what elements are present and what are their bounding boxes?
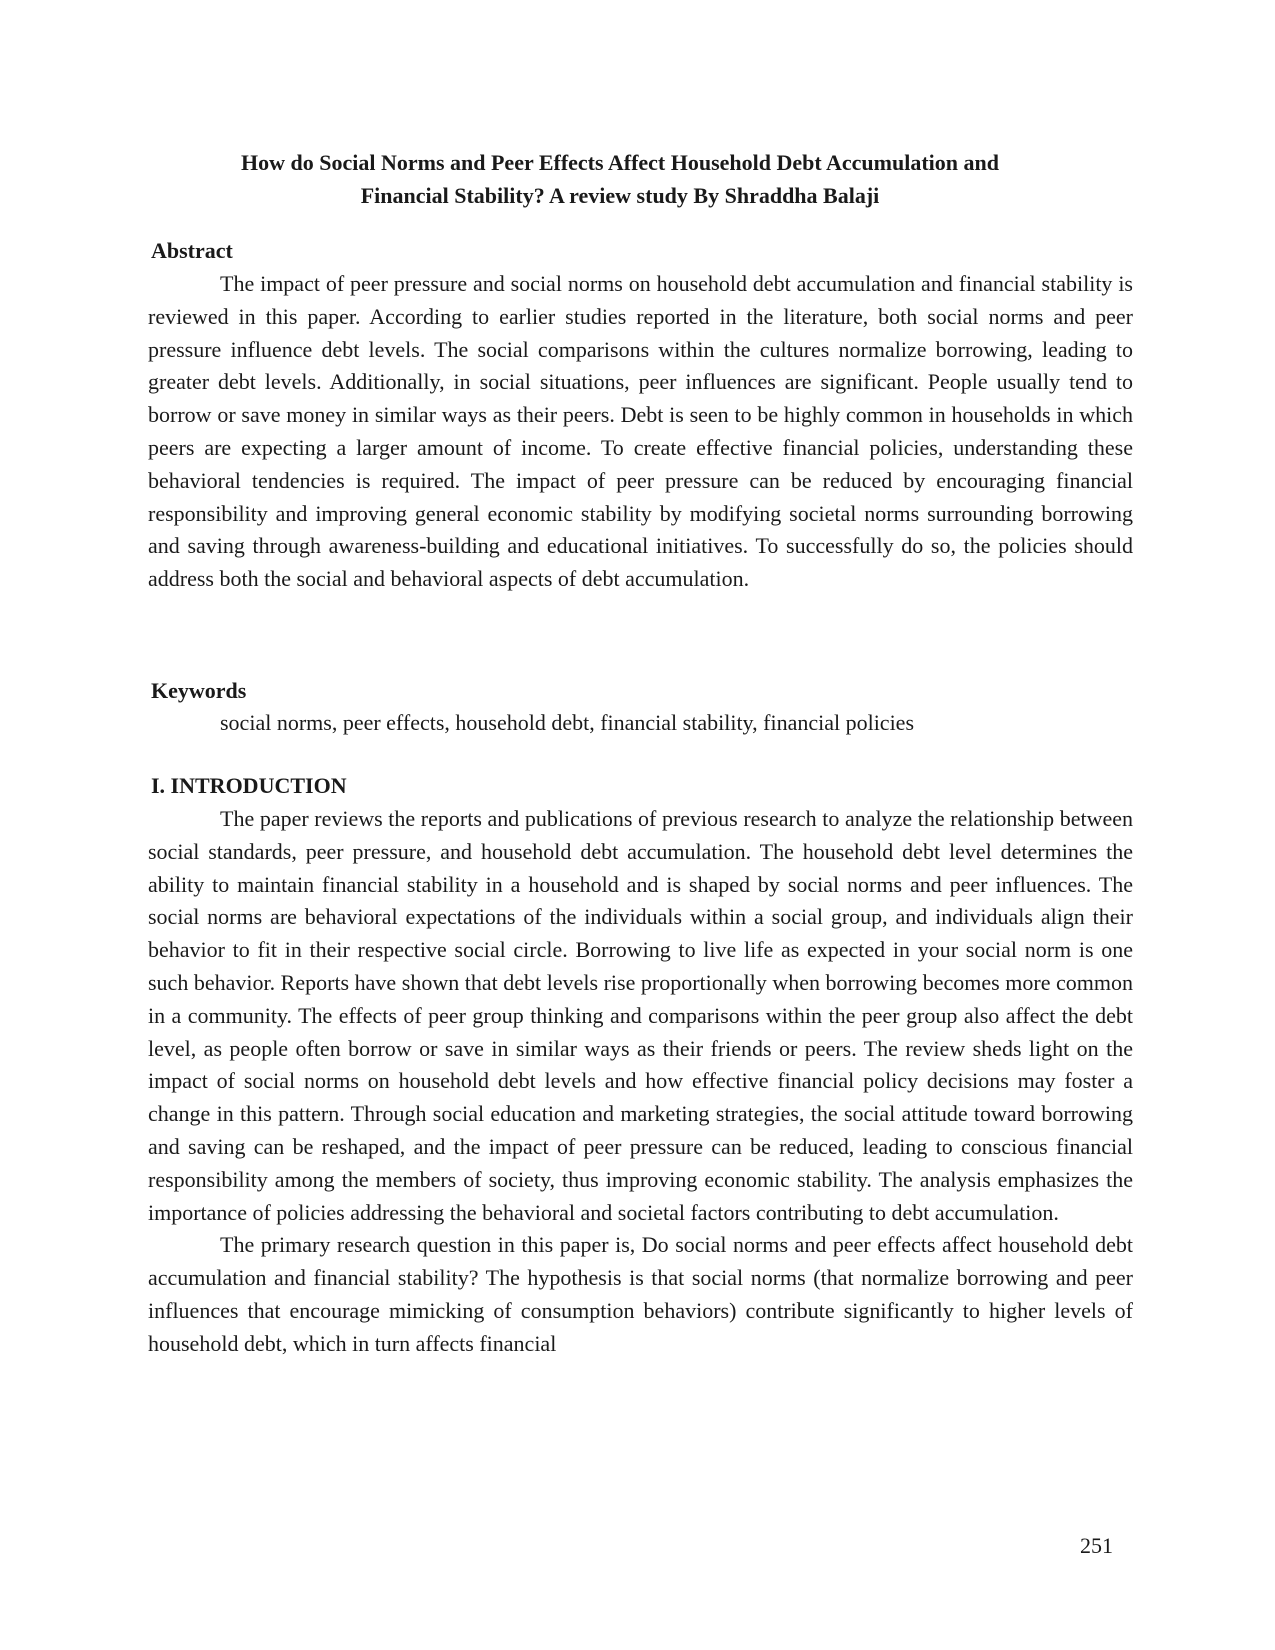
introduction-heading: I. INTRODUCTION [151,773,347,798]
introduction-paragraph-1: The paper reviews the reports and publications of previous research to analyze the relationship between social standards, peer pressure, and household debt accumulation. The household debt level determines the ability to maintain financial stability in a household and is shaped by social norms and peer influences. The social norms are behavioral expectations of the individuals within a social group, and individuals align their behavior to fit in their respective social circle. Borrowing to live life as expected in your social norm is one such behavior. Reports have shown that debt levels rise proportionally when borrowing becomes more common in a community. The effects of peer group thinking and comparisons within the peer group also affect the debt level, as people often borrow or save in similar ways as their friends or peers. The review sheds light on the impact of social norms on household debt levels and how effective financial policy decisions may foster a change in this pattern. Through social education and marketing strategies, the social attitude toward borrowing and saving can be reshaped, and the impact of peer pressure can be reduced, leading to conscious financial responsibility among the members of society, thus improving economic stability. The analysis emphasizes the importance of policies addressing the behavioral and societal factors contributing to debt accumulation. [148,806,1133,1225]
keywords-list: social norms, peer effects, household debt, financial stability, financial policies [220,710,915,735]
abstract-body [148,268,1133,596]
introduction-paragraph-2: The primary research question in this paper is, Do social norms and peer effects affect household debt accumulation and financial stability? The hypothesis is that social norms (that normalize borrowing and peer influences that encourage mimicking of consumption behaviors) contribute significantly to higher levels of household debt, which in turn affects financial [148,1232,1133,1356]
abstract-heading: Abstract [151,238,233,263]
introduction-body [148,803,1133,1361]
title-line-1: How do Social Norms and Peer Effects Affect Household Debt Accumulation and [241,150,999,175]
abstract-paragraph: The impact of peer pressure and social norms on household debt accumulation and financial stability is reviewed in this paper. According to earlier studies reported in the literature, both social norms and peer pressure influence debt levels. The social comparisons within the cultures normalize borrowing, leading to greater debt levels. Additionally, in social situations, peer influences are significant. People usually tend to borrow or save money in similar ways as their peers. Debt is seen to be highly common in households in which peers are expecting a larger amount of income. To create effective financial policies, understanding these behavioral tendencies is required. The impact of peer pressure can be reduced by encouraging financial responsibility and improving general economic stability by modifying societal norms surrounding borrowing and saving through awareness-building and educational initiatives. To successfully do so, the policies should address both the social and behavioral aspects of debt accumulation. [148,271,1133,592]
keywords-heading: Keywords [151,678,247,703]
page-number: 251 [1080,1533,1113,1558]
title-line-2: Financial Stability? A review study By Shraddha Balaji [360,183,880,208]
paper-title [150,146,1090,212]
